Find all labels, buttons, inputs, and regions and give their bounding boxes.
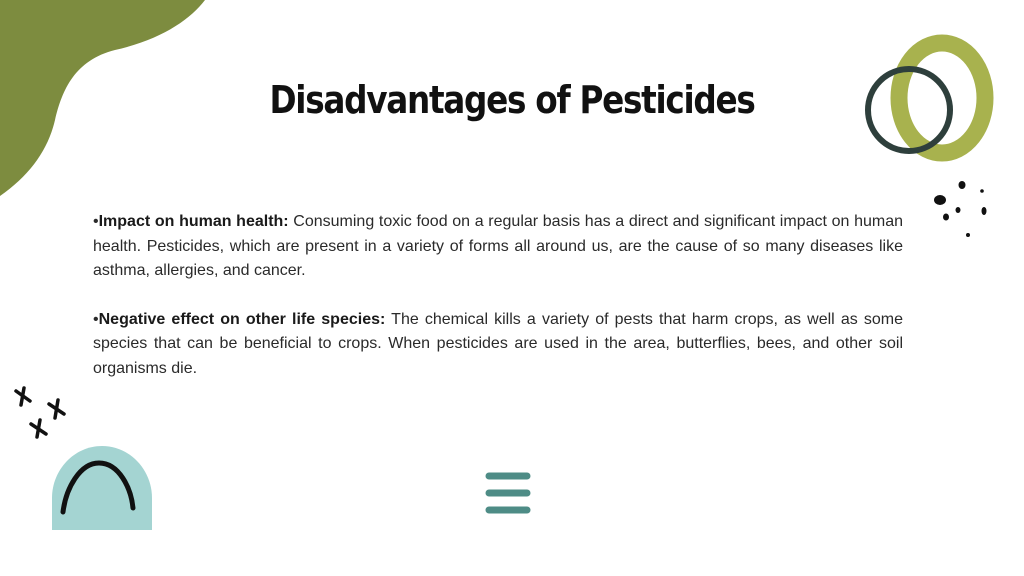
point-text: Consuming toxic food on a regular basis has a direct and significant impact on human health. Pesticides, which are present in a variety of forms all around us, are the cause of so many diseases like asthma, allergies, and cancer. [93,213,903,279]
menu-lines-icon [489,476,527,510]
dots-cluster-icon [934,181,987,237]
bullet: • [93,213,99,230]
point-heading: Negative effect on other life species: [98,310,386,328]
bullet: • [93,310,99,328]
slide-title: Disadvantages of Pesticides [269,78,755,122]
crosses-icon [16,388,64,437]
point-text: The chemical kills a variety of pests that harm crops, as well as some species that can be beneficial to crops. When pesticides are used in the area, butterflies, bees, and other soil organisms die. [93,310,903,377]
slide-body [93,210,903,405]
point-heading: Impact on human health: [98,213,289,230]
point-human-health [93,210,903,284]
arch-icon [52,446,152,530]
point-other-species [93,308,903,382]
